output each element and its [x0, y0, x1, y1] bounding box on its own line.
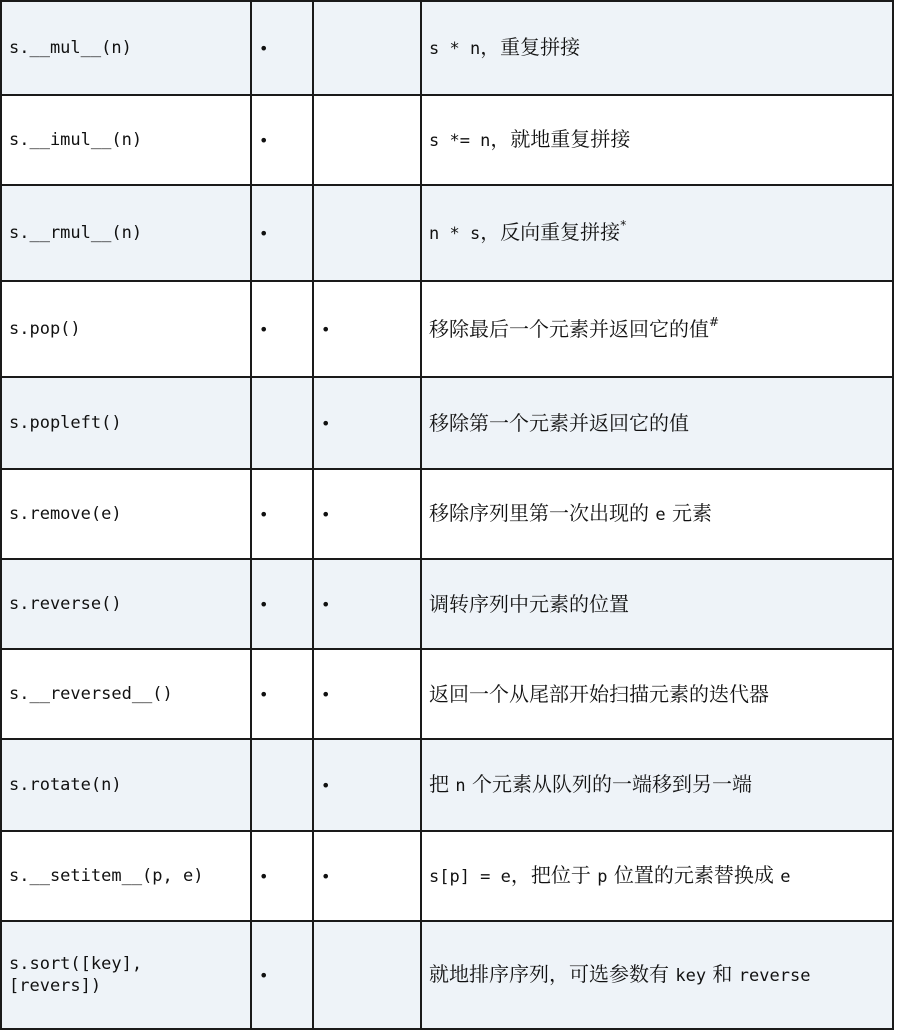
description-cell — [421, 921, 893, 1029]
code-fragment: key — [675, 966, 707, 986]
description-text: 位置的元素替换成 — [607, 863, 781, 887]
table-row — [1, 377, 893, 469]
method-cell — [1, 921, 251, 1029]
description-cell — [421, 281, 893, 377]
list-support-bullet: • — [259, 594, 269, 614]
description-text: 移除序列里第一次出现的 — [429, 501, 656, 525]
list-support-cell — [251, 921, 313, 1029]
table-row — [1, 649, 893, 739]
method-cell — [1, 377, 251, 469]
table-row — [1, 469, 893, 559]
deque-support-cell — [313, 95, 421, 185]
list-support-bullet: • — [259, 504, 269, 524]
description-text: ，就地重复拼接 — [490, 127, 631, 151]
method-cell — [1, 95, 251, 185]
description-text: 和 — [706, 962, 739, 986]
deque-support-bullet: • — [321, 866, 331, 886]
method-signature: s.sort([key], [revers]) — [9, 954, 143, 996]
footnote-mark: # — [709, 315, 720, 330]
method-signature: s.rotate(n) — [9, 775, 122, 795]
description-text: 返回一个从尾部开始扫描元素的迭代器 — [429, 682, 769, 706]
description-cell — [421, 649, 893, 739]
description-cell — [421, 95, 893, 185]
description-text: 移除最后一个元素并返回它的值 — [429, 317, 709, 341]
deque-support-cell — [313, 185, 421, 281]
table-row — [1, 185, 893, 281]
description-cell — [421, 559, 893, 649]
table-row — [1, 281, 893, 377]
method-cell — [1, 559, 251, 649]
description-text: 就地排序序列，可选参数有 — [429, 962, 676, 986]
list-support-cell — [251, 185, 313, 281]
code-fragment: e — [655, 505, 666, 525]
description-cell — [421, 739, 893, 831]
deque-support-cell — [313, 831, 421, 921]
method-signature: s.__setitem__(p, e) — [9, 866, 204, 886]
deque-support-bullet: • — [321, 594, 331, 614]
table-row — [1, 739, 893, 831]
code-fragment: p — [597, 867, 608, 887]
method-signature: s.reverse() — [9, 594, 122, 614]
description-text: 个元素从队列的一端移到另一端 — [465, 772, 752, 796]
list-support-bullet: • — [259, 130, 269, 150]
deque-support-cell — [313, 559, 421, 649]
code-fragment: e — [780, 867, 791, 887]
method-cell — [1, 1, 251, 95]
method-signature: s.popleft() — [9, 413, 122, 433]
table-row — [1, 921, 893, 1029]
method-cell — [1, 469, 251, 559]
list-support-bullet: • — [259, 965, 269, 985]
method-signature: s.pop() — [9, 319, 81, 339]
list-support-cell — [251, 377, 313, 469]
list-support-bullet: • — [259, 319, 269, 339]
table-row — [1, 95, 893, 185]
code-fragment: n * s — [429, 224, 481, 244]
list-support-bullet: • — [259, 223, 269, 243]
footnote-mark: * — [620, 218, 627, 233]
deque-support-cell — [313, 649, 421, 739]
code-fragment: reverse — [738, 966, 811, 986]
table-row — [1, 1, 893, 95]
deque-support-bullet: • — [321, 684, 331, 704]
api-table-body — [1, 1, 893, 1029]
deque-support-bullet: • — [321, 413, 331, 433]
description-cell — [421, 469, 893, 559]
table-row — [1, 559, 893, 649]
list-support-cell — [251, 559, 313, 649]
list-support-cell — [251, 831, 313, 921]
table-row — [1, 831, 893, 921]
method-signature: s.__mul__(n) — [9, 38, 132, 58]
deque-support-cell — [313, 921, 421, 1029]
deque-support-cell — [313, 1, 421, 95]
list-support-bullet: • — [259, 866, 269, 886]
method-cell — [1, 281, 251, 377]
list-support-cell — [251, 739, 313, 831]
deque-support-bullet: • — [321, 319, 331, 339]
method-signature: s.__rmul__(n) — [9, 223, 143, 243]
description-text: ，把位于 — [510, 863, 598, 887]
method-signature: s.__imul__(n) — [9, 130, 143, 150]
method-cell — [1, 831, 251, 921]
list-support-cell — [251, 95, 313, 185]
deque-support-cell — [313, 469, 421, 559]
deque-support-cell — [313, 377, 421, 469]
list-support-bullet: • — [259, 38, 269, 58]
description-cell — [421, 831, 893, 921]
description-text: 移除第一个元素并返回它的值 — [429, 411, 689, 435]
code-fragment: s *= n — [429, 131, 491, 151]
description-text: 元素 — [665, 501, 712, 525]
method-signature: s.__reversed__() — [9, 684, 173, 704]
list-support-cell — [251, 281, 313, 377]
deque-support-bullet: • — [321, 775, 331, 795]
deque-support-cell — [313, 739, 421, 831]
description-cell — [421, 377, 893, 469]
deque-support-bullet: • — [321, 504, 331, 524]
list-support-bullet: • — [259, 684, 269, 704]
code-fragment: s * n — [429, 39, 481, 59]
method-signature: s.remove(e) — [9, 504, 122, 524]
method-cell — [1, 185, 251, 281]
list-support-cell — [251, 1, 313, 95]
description-text: 把 — [429, 772, 456, 796]
list-support-cell — [251, 469, 313, 559]
description-cell — [421, 185, 893, 281]
method-cell — [1, 739, 251, 831]
deque-support-cell — [313, 281, 421, 377]
code-fragment: s[p] = e — [429, 867, 511, 887]
description-text: 调转序列中元素的位置 — [429, 592, 629, 616]
description-text: ，反向重复拼接 — [480, 220, 621, 244]
method-cell — [1, 649, 251, 739]
description-text: ，重复拼接 — [480, 35, 581, 59]
description-cell — [421, 1, 893, 95]
code-fragment: n — [455, 776, 466, 796]
list-support-cell — [251, 649, 313, 739]
